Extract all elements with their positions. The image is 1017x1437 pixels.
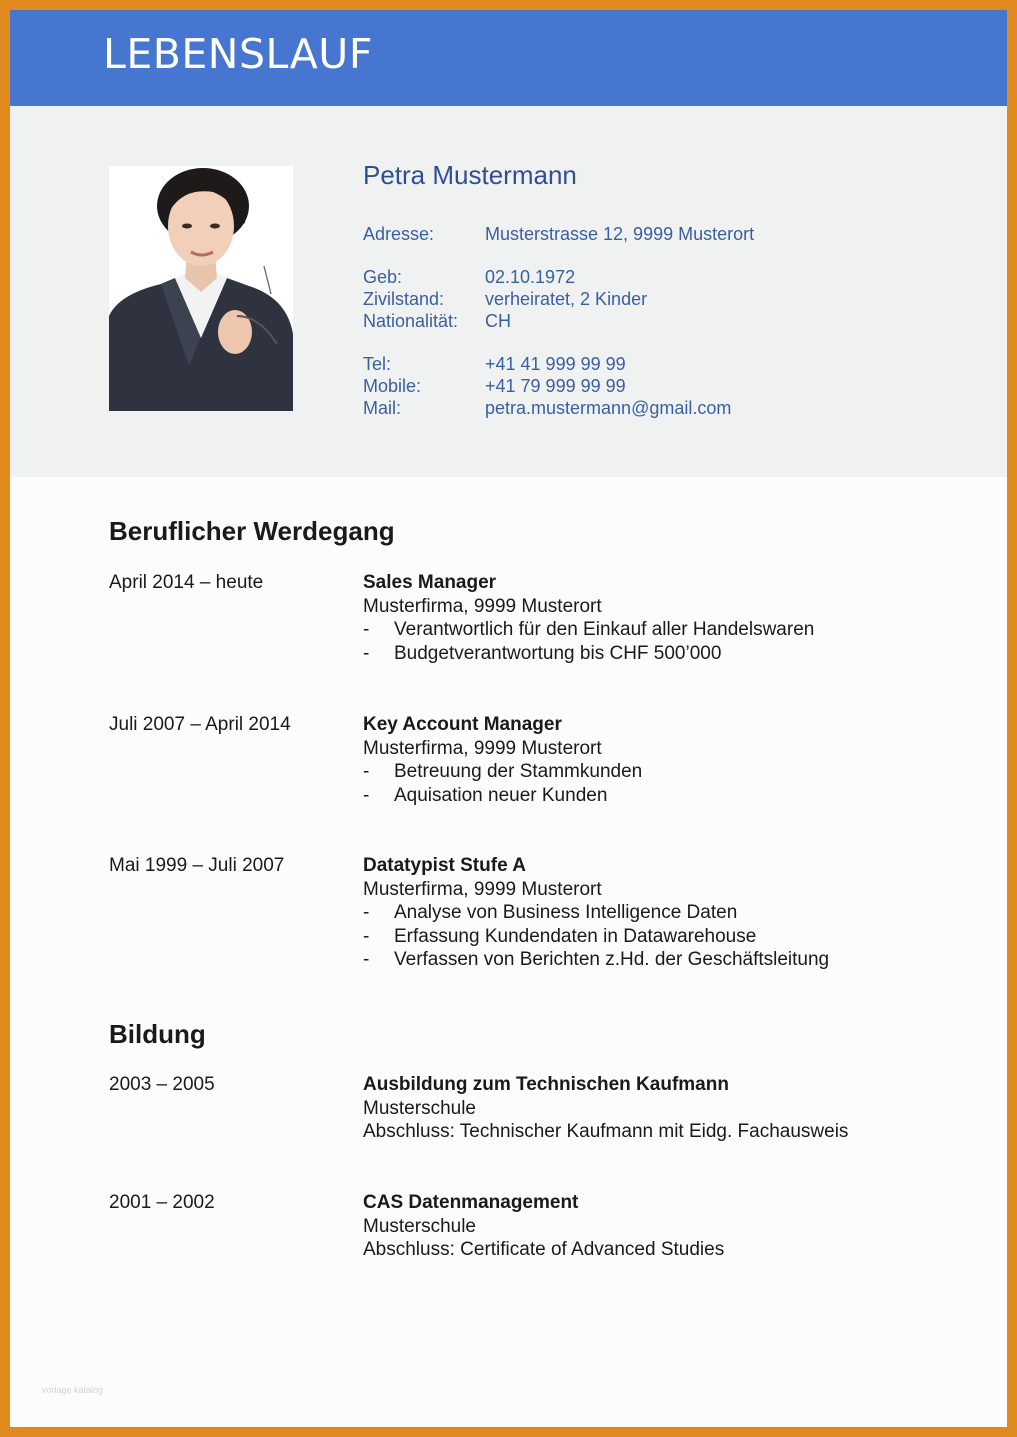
civil-status-label: Zivilstand: xyxy=(363,289,445,309)
entry-position: Key Account Manager xyxy=(363,714,562,735)
contact-panel xyxy=(10,106,1007,477)
list-item: - Analyse von Business Intelligence Daten xyxy=(363,902,738,924)
profile-photo xyxy=(109,166,293,411)
entry-date: 2003 – 2005 xyxy=(109,1074,215,1095)
entry-body xyxy=(363,1191,983,1262)
portrait-image xyxy=(109,166,293,411)
entry-school: Musterschule xyxy=(363,1097,476,1119)
nationality-value: CH xyxy=(485,311,511,331)
tel-label: Tel: xyxy=(363,354,392,374)
list-item: - Verantwortlich für den Einkauf aller Handelswaren xyxy=(363,619,815,641)
bullet-marker: - xyxy=(363,902,370,924)
education-heading: Bildung xyxy=(109,1019,206,1049)
bullet-marker: - xyxy=(363,642,370,664)
entry-program: Ausbildung zum Technischen Kaufmann xyxy=(363,1074,729,1095)
entry-degree: Abschluss: Certificate of Advanced Studies xyxy=(363,1239,725,1261)
mail-value[interactable]: petra.mustermann@gmail.com xyxy=(485,398,732,418)
list-item: - Erfassung Kundendaten in Datawarehouse xyxy=(363,925,757,947)
person-name: Petra Mustermann xyxy=(363,160,577,190)
entry-school: Musterschule xyxy=(363,1215,476,1237)
entry-company: Musterfirma, 9999 Musterort xyxy=(363,737,602,759)
entry-position: Sales Manager xyxy=(363,572,497,593)
entry-company: Musterfirma, 9999 Musterort xyxy=(363,878,602,900)
entry-date: Juli 2007 – April 2014 xyxy=(109,714,291,735)
bullet-marker: - xyxy=(363,761,370,783)
bullet-marker: - xyxy=(363,784,370,806)
entry-date: 2001 – 2002 xyxy=(109,1192,215,1213)
cv-page xyxy=(10,10,1007,1427)
header-bar xyxy=(10,10,1007,106)
list-item: - Aquisation neuer Kunden xyxy=(363,784,608,806)
entry-body xyxy=(363,571,983,665)
entry-position: Datatypist Stufe A xyxy=(363,855,526,876)
address-value: Musterstrasse 12, 9999 Musterort xyxy=(485,224,755,244)
entry-company: Musterfirma, 9999 Musterort xyxy=(363,595,602,617)
mobile-label: Mobile: xyxy=(363,376,422,396)
birth-label: Geb: xyxy=(363,267,403,287)
nationality-label: Nationalität: xyxy=(363,311,459,331)
civil-status-value: verheiratet, 2 Kinder xyxy=(485,289,648,309)
address-label: Adresse: xyxy=(363,224,435,244)
birth-value: 02.10.1972 xyxy=(485,267,576,287)
career-heading: Beruflicher Werdegang xyxy=(109,516,395,546)
page-title: LEBENSLAUF xyxy=(103,30,373,78)
mobile-value: +41 79 999 99 99 xyxy=(485,376,626,396)
entry-date: Mai 1999 – Juli 2007 xyxy=(109,855,285,876)
mail-label: Mail: xyxy=(363,398,402,418)
tel-value: +41 41 999 99 99 xyxy=(485,354,626,374)
list-item: - Verfassen von Berichten z.Hd. der Geschäftsleitung xyxy=(363,949,830,971)
watermark: vorlage katalog xyxy=(42,1385,104,1395)
bullet-marker: - xyxy=(363,949,370,971)
list-item: - Budgetverantwortung bis CHF 500’000 xyxy=(363,642,722,664)
entry-date: April 2014 – heute xyxy=(109,572,264,593)
entry-body xyxy=(363,713,983,807)
bullet-marker: - xyxy=(363,619,370,641)
entry-degree: Abschluss: Technischer Kaufmann mit Eidg. Fachausweis xyxy=(363,1121,849,1143)
list-item: - Betreuung der Stammkunden xyxy=(363,761,643,783)
bullet-marker: - xyxy=(363,925,370,947)
entry-program: CAS Datenmanagement xyxy=(363,1192,579,1213)
entry-body xyxy=(363,1073,983,1144)
entry-body xyxy=(363,854,983,972)
